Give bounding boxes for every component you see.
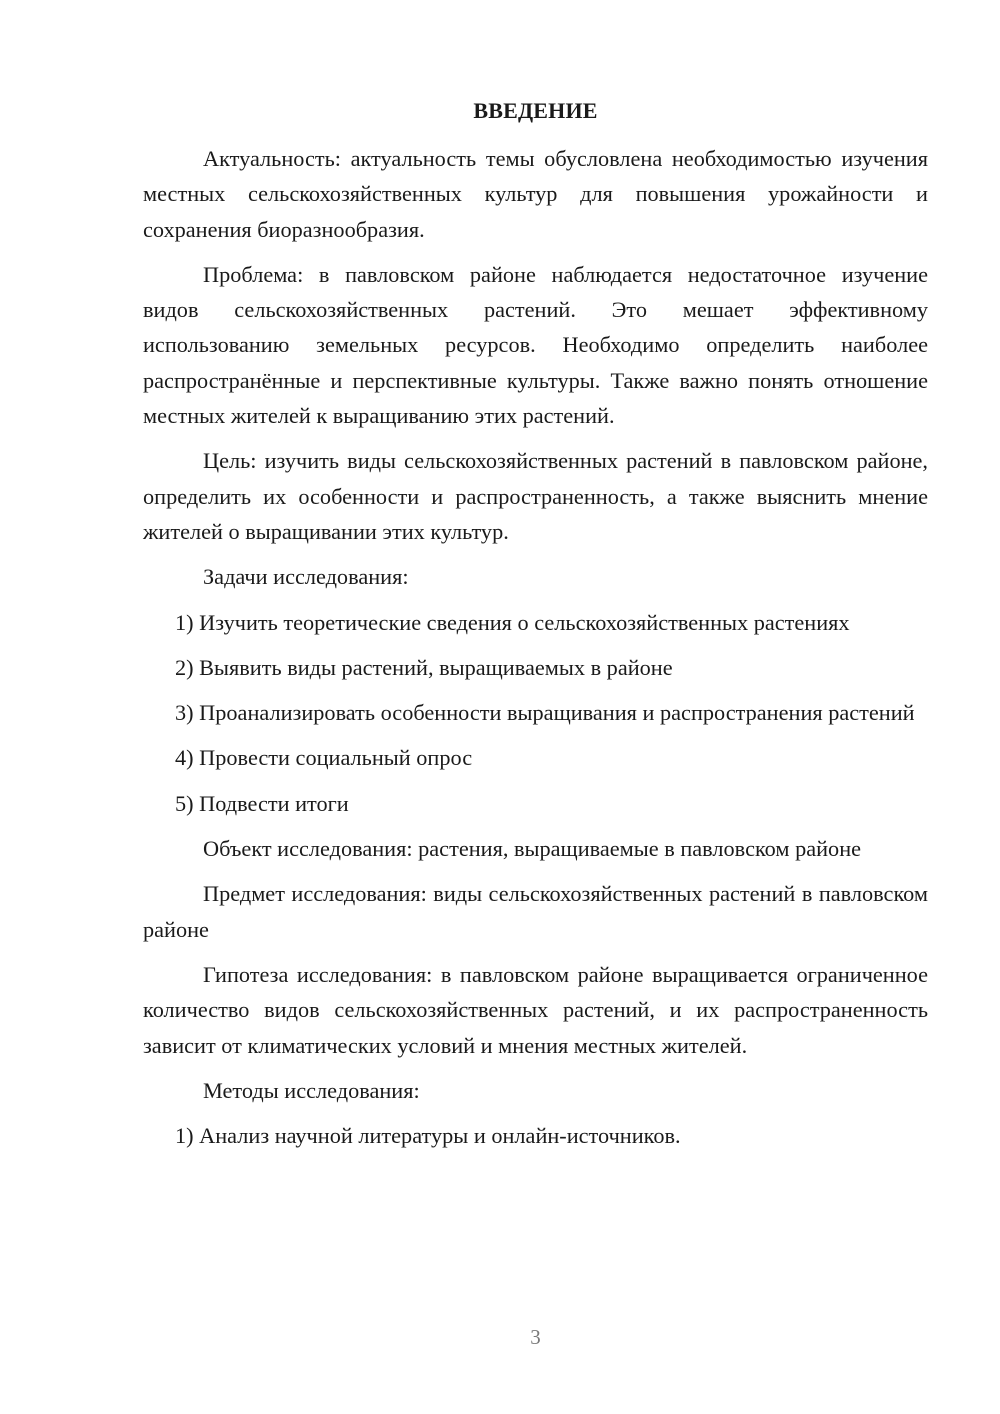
document-page bbox=[143, 0, 928, 1414]
problem-paragraph: Проблема: в павловском районе наблюдается недостаточное изучение видов сельскохозяйственных растений. Это мешает эффективному использованию земельных ресурсов. Необходимо определить наиболее распространённые и перспективные культуры. Также важно понять отношение местных жителей к выращиванию этих растений. bbox=[143, 261, 928, 429]
task-item-5: 5) Подвести итоги bbox=[175, 790, 349, 816]
methods-heading: Методы исследования: bbox=[203, 1077, 420, 1103]
task-item-3: 3) Проанализировать особенности выращивания и распространения растений bbox=[175, 700, 915, 726]
page-number: 3 bbox=[530, 1325, 541, 1349]
subject-paragraph: Предмет исследования: виды сельскохозяйственных растений в павловском районе bbox=[143, 881, 928, 942]
relevance-paragraph: Актуальность: актуальность темы обусловлена необходимостью изучения местных сельскохозяйственных культур для повышения урожайности и сохранения биоразнообразия. bbox=[143, 146, 928, 242]
hypothesis-paragraph: Гипотеза исследования: в павловском районе выращивается ограниченное количество видов сельскохозяйственных растений, и их распространенность зависит от климатических условий и мнения местных жителей. bbox=[143, 961, 928, 1058]
object-paragraph: Объект исследования: растения, выращиваемые в павловском районе bbox=[203, 836, 862, 862]
task-item-4: 4) Провести социальный опрос bbox=[175, 745, 473, 771]
tasks-heading: Задачи исследования: bbox=[203, 564, 409, 590]
method-item-1: 1) Анализ научной литературы и онлайн-источников. bbox=[175, 1123, 681, 1149]
task-item-2: 2) Выявить виды растений, выращиваемых в районе bbox=[175, 654, 673, 680]
document-body bbox=[143, 141, 928, 1163]
page-title: ВВЕДЕНИЕ bbox=[473, 98, 598, 123]
goal-paragraph: Цель: изучить виды сельскохозяйственных растений в павловском районе, определить их особенности и распространенность, а также выяснить мнение жителей о выращивании этих культур. bbox=[143, 448, 928, 544]
task-item-1: 1) Изучить теоретические сведения о сельскохозяйственных растениях bbox=[175, 609, 850, 635]
